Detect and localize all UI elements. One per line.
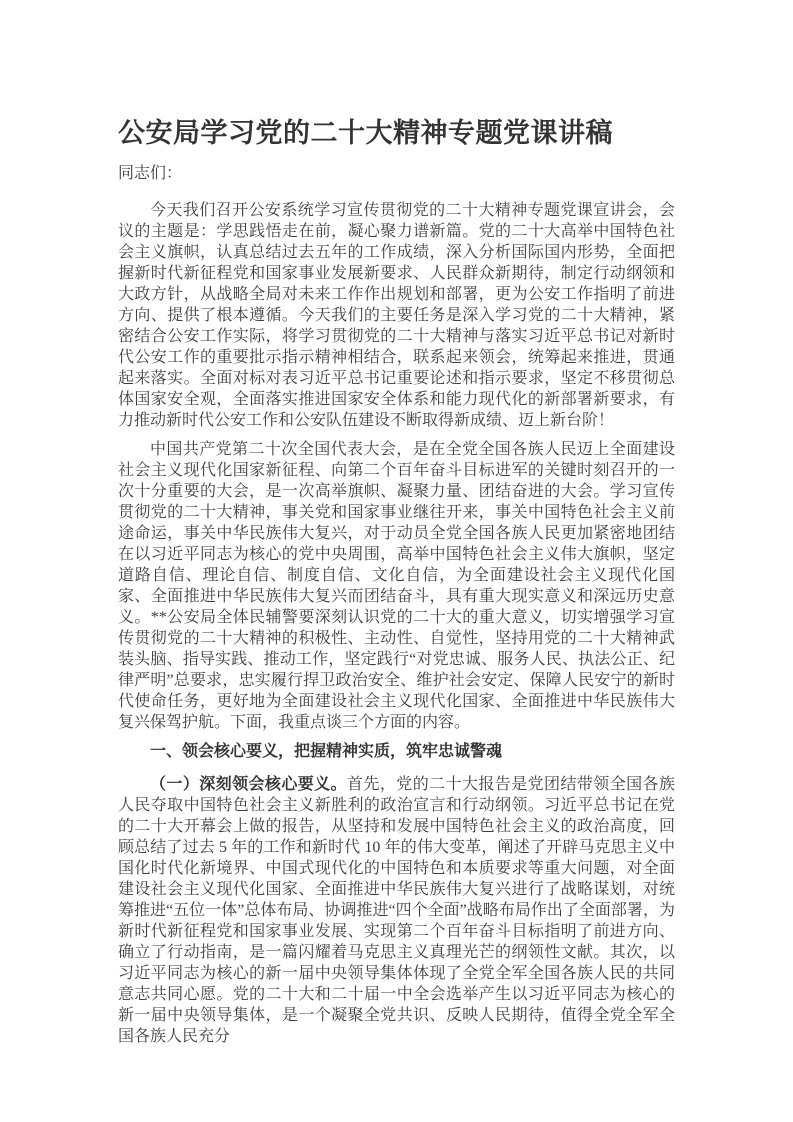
paragraph-significance: 中国共产党第二十次全国代表大会，是在全党全国各族人民迈上全面建设社会主义现代化国家新征程、向第二个百年奋斗目标进军的关键时刻召开的一次十分重要的大会，是一次高举旗帜、凝聚力量、团结奋进的大会。学习宣传贯彻党的二十大精神，事关党和国家事业继往开来，事关中国特色社会主义前途命运，事关中华民族伟大复兴，对于动员全党全国各族人民更加紧密地团结在以习近平同志为核心的党中央周围，高举中国特色社会主义伟大旗帜，坚定道路自信、理论自信、制度自信、文化自信，为全面建设社会主义现代化国家、全面推进中华民族伟大复兴而团结奋斗，具有重大现实意义和深远历史意义。**公安局全体民辅警要深刻认识党的二十大的重大意义，切实增强学习宣传贯彻党的二十大精神的积极性、主动性、自觉性，坚持用党的二十大精神武装头脑、指导实践、推动工作，坚定践行“对党忠诚、服务人民、执法公正、纪律严明”总要求，忠实履行捍卫政治安全、维护社会安定、保障人民安宁的新时代使命任务，更好地为全面建设社会主义现代化国家、全面推进中华民族伟大复兴保驾护航。下面，我重点谈三个方面的内容。 (118, 441, 675, 731)
paragraph-lead-bold: （一）深刻领会核心要义。 (150, 776, 348, 793)
paragraph-body-text: 首先，党的二十大报告是党团结带领全国各族人民夺取中国特色社会主义新胜利的政治宣言和行动纲领。习近平总书记在党的二十大开幕会上做的报告，从坚持和发展中国特色社会主义的政治高度，回顾总结了过去 5 年的工作和新时代 10 年的伟大变革，阐述了开辟马克思主义中国化时代化新境界、中国式现代化的中国特色和本质要求等重大问题，对全面建设社会主义现代化国家、全面推进中华民族伟大复兴进行了战略谋划，对统筹推进“五位一体”总体布局、协调推进“四个全面”战略布局作出了全面部署，为新时代新征程党和国家事业发展、实现第二个百年奋斗目标指明了前进方向、确立了行动指南，是一篇闪耀着马克思主义真理光芒的纲领性文献。其次，以习近平同志为核心的新一届中央领导集体体现了全党全军全国各族人民的共同意志共同心愿。党的二十大和二十届一中全会选举产生以习近平同志为核心的新一届中央领导集体，是一个凝聚全党共识、反映人民期待，值得全党全军全国各族人民充分 (118, 776, 675, 1045)
document-title: 公安局学习党的二十大精神专题党课讲稿 (118, 118, 613, 148)
salutation: 同志们： (118, 165, 183, 182)
paragraph-section1-item1 (118, 774, 675, 1047)
paragraph-intro: 今天我们召开公安系统学习宣传贯彻党的二十大精神专题党课宣讲会，会议的主题是：学思践悟走在前，凝心聚力谱新篇。党的二十大高举中国特色社会主义旗帜，认真总结过去五年的工作成绩，深入分析国际国内形势，全面把握新时代新征程党和国家事业发展新要求、人民群众新期待，制定行动纲领和大政方针，从战略全局对未来工作作出规划和部署，更为公安工作指明了前进方向、提供了根本遵循。今天我们的主要任务是深入学习党的二十大精神，紧密结合公安工作实际，将学习贯彻党的二十大精神与落实习近平总书记对新时代公安工作的重要批示指示精神相结合，联系起来领会，统筹起来推进，贯通起来落实。全面对标对表习近平总书记重要论述和指示要求，坚定不移贯彻总体国家安全观，全面落实推进国家安全体系和能力现代化的新部署新要求，有力推动新时代公安工作和公安队伍建设不断取得新成绩、迈上新台阶！ (118, 202, 675, 429)
section-heading-1: 一、领会核心要义，把握精神实质，筑牢忠诚警魂 (150, 743, 503, 760)
